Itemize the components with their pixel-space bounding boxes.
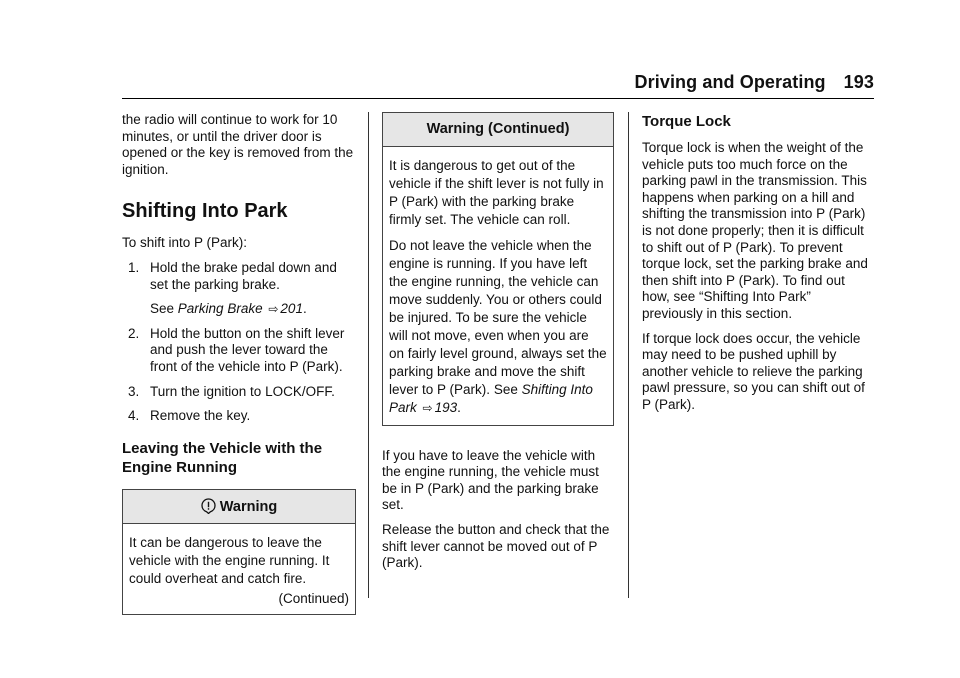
- step-item: 1. Hold the brake pedal down and set the parking brake.: [128, 259, 337, 292]
- intro-paragraph: the radio will continue to work for 10 minutes, or until the driver door is opened or the key is removed from the ignition.: [122, 112, 354, 177]
- warning-continued-box: [382, 112, 614, 426]
- body-paragraph: Release the button and check that the shift lever cannot be moved out of P (Park).: [382, 521, 610, 571]
- warning-box: [122, 489, 356, 616]
- reference-page[interactable]: 193: [434, 399, 458, 415]
- warning-icon: [201, 498, 216, 514]
- column-divider-1: [368, 112, 369, 598]
- reference-link[interactable]: Shifting Into Park: [389, 381, 593, 415]
- step-item: 2. Hold the button on the shift lever and push the lever toward the front of the vehicle into P (Park).: [128, 325, 345, 374]
- page-arrow-icon: ⇨: [268, 302, 279, 317]
- leaving-heading: Leaving the Vehicle with the Engine Running: [122, 439, 323, 476]
- warning-body: [123, 524, 355, 614]
- shifting-intro: To shift into P (Park):: [122, 235, 248, 251]
- shifting-heading: Shifting Into Park: [122, 200, 288, 223]
- page-arrow-icon: ⇨: [422, 400, 433, 415]
- column-2: [382, 112, 614, 580]
- torque-lock-heading: Torque Lock: [642, 113, 731, 130]
- body-paragraph: Torque lock is when the weight of the vehicle puts too much force on the parking pawl in the transmission. This happens when parking on a hill and shifting the transmission into P (Park) is not done properly; then it is difficult to shift out of P (Park). To prevent torque lock, set the parking brake and then shift into P (Park). To find out how, see “Shifting Into Park” previously in this section.: [642, 140, 868, 321]
- page-header: [635, 72, 874, 93]
- continued-label: (Continued): [278, 591, 349, 607]
- column-divider-2: [628, 112, 629, 598]
- see-reference: See Parking Brake ⇨ 201.: [150, 301, 307, 317]
- column-3: [642, 112, 874, 422]
- step-item: 3. Turn the ignition to LOCK/OFF.: [128, 383, 335, 399]
- warning-continued-title: Warning (Continued): [383, 113, 613, 147]
- step-item: 4. Remove the key.: [128, 408, 251, 424]
- body-paragraph: If you have to leave the vehicle with the engine running, the vehicle must be in P (Park) and the parking brake set.: [382, 447, 599, 513]
- steps-list: [122, 260, 356, 293]
- column-1: [122, 112, 356, 615]
- warning-paragraph: It is dangerous to get out of the vehicle if the shift lever is not fully in P (Park) with the parking brake firmly set. The vehicle can roll.: [389, 157, 604, 227]
- warning-title: Warning: [123, 490, 355, 525]
- warning-paragraph: Do not leave the vehicle when the engine is running. If you have left the engine running, the vehicle can move suddenly. You or others could be injured. To be sure the vehicle will not move, even when you are on fairly level ground, always set the parking brake and move the shift lever to P (Park). See Shifting Into Park ⇨ 193.: [389, 237, 607, 415]
- header-rule: [122, 98, 874, 99]
- warning-continued-body: [383, 147, 613, 425]
- page-number: 193: [843, 72, 874, 92]
- reference-page[interactable]: 201: [280, 301, 303, 317]
- steps-list-continued: [122, 326, 356, 425]
- reference-link[interactable]: Parking Brake: [177, 301, 263, 317]
- warning-text: It can be dangerous to leave the vehicle with the engine running. It could overheat and catch fire.: [129, 535, 330, 587]
- body-paragraph: If torque lock does occur, the vehicle may need to be pushed uphill by another vehicle to relieve the parking pawl pressure, so you can shift out of P (Park).: [642, 330, 865, 412]
- section-title: Driving and Operating: [634, 72, 826, 92]
